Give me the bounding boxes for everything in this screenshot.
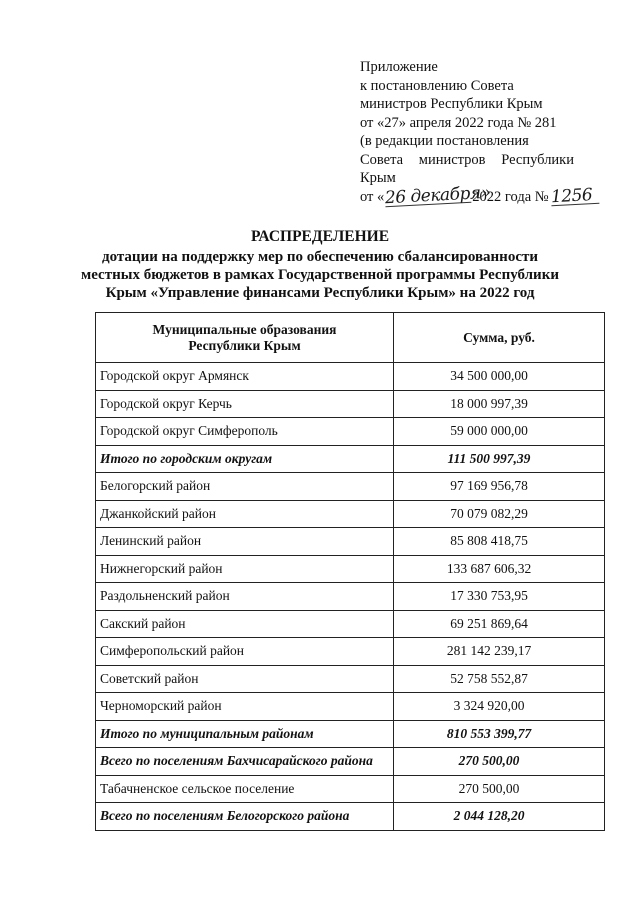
- subsidy-amount: 70 079 082,29: [394, 500, 605, 528]
- annex-line: Приложение: [360, 59, 438, 75]
- subsidy-amount: 810 553 399,77: [394, 720, 605, 748]
- subsidy-amount: 133 687 606,32: [394, 555, 605, 583]
- title-line: дотации на поддержку мер по обеспечению сбалансированности: [101, 249, 538, 265]
- annex-date-prefix: от «: [360, 188, 385, 205]
- annex-amendment-date-line: [360, 182, 620, 208]
- municipality-name: Белогорский район: [96, 473, 394, 501]
- municipality-name: Табачненское сельское поселение: [96, 775, 394, 803]
- subsidy-amount: 281 142 239,17: [394, 638, 605, 666]
- annex-line: к постановлению Совета: [360, 77, 514, 94]
- table-row: [96, 638, 605, 666]
- table-row: [96, 555, 605, 583]
- table-row: [96, 500, 605, 528]
- subsidy-amount: 85 808 418,75: [394, 528, 605, 556]
- annex-word: Республики: [501, 151, 574, 168]
- header-municipality: [96, 313, 394, 363]
- table-header-row: [96, 313, 605, 363]
- table-total-row: [96, 803, 605, 831]
- table-row: [96, 473, 605, 501]
- table-total-row: [96, 445, 605, 473]
- municipality-name: Джанкойский район: [96, 500, 394, 528]
- table-row: [96, 418, 605, 446]
- annex-word: министров: [418, 151, 486, 168]
- header-sum: Сумма, руб.: [394, 313, 605, 363]
- title-line: местных бюджетов в рамках Государственной программы Республики: [81, 267, 559, 283]
- table-row: [96, 610, 605, 638]
- table-row: [96, 390, 605, 418]
- title-heading: РАСПРЕДЕЛЕНИЕ: [250, 228, 390, 245]
- subsidy-amount: 2 044 128,20: [394, 803, 605, 831]
- table-row: [96, 528, 605, 556]
- table-row: [96, 775, 605, 803]
- table-body: [96, 363, 605, 831]
- annex-line: (в редакции постановления: [360, 133, 529, 149]
- municipality-name: Нижнегорский район: [96, 555, 394, 583]
- document-title: [60, 228, 580, 302]
- subsidy-amount: 59 000 000,00: [394, 418, 605, 446]
- municipality-name: Городской округ Армянск: [96, 363, 394, 391]
- municipality-name: Симферопольский район: [96, 638, 394, 666]
- handwritten-date: 26 декабря»: [384, 182, 492, 208]
- annex-line: от «27» апреля 2022 года № 281: [360, 114, 557, 131]
- municipality-name: Черноморский район: [96, 693, 394, 721]
- annex-date-mid: 2022 года №: [472, 188, 549, 205]
- subsidy-amount: 111 500 997,39: [394, 445, 605, 473]
- subsidy-amount: 69 251 869,64: [394, 610, 605, 638]
- table-total-row: [96, 748, 605, 776]
- municipality-name: Сакский район: [96, 610, 394, 638]
- municipality-name: Ленинский район: [96, 528, 394, 556]
- table-total-row: [96, 720, 605, 748]
- municipality-name: Итого по городским округам: [96, 445, 394, 473]
- table-row: [96, 693, 605, 721]
- annex-block: [360, 58, 620, 206]
- municipality-name: Итого по муниципальным районам: [96, 720, 394, 748]
- table-row: [96, 583, 605, 611]
- subsidy-distribution-table: [95, 312, 605, 831]
- annex-word: Совета: [360, 151, 404, 168]
- title-line: Крым «Управление финансами Республики Крым» на 2022 год: [105, 285, 535, 301]
- header-municipality-line: Муниципальные образования: [152, 321, 337, 337]
- subsidy-amount: 34 500 000,00: [394, 363, 605, 391]
- table-row: [96, 665, 605, 693]
- subsidy-amount: 17 330 753,95: [394, 583, 605, 611]
- municipality-name: Советский район: [96, 665, 394, 693]
- handwritten-number: 1256: [550, 186, 599, 205]
- subsidy-amount: 3 324 920,00: [394, 693, 605, 721]
- header-municipality-line: Республики Крым: [188, 337, 301, 353]
- subsidy-amount: 270 500,00: [394, 775, 605, 803]
- municipality-name: Городской округ Керчь: [96, 390, 394, 418]
- subsidy-amount: 18 000 997,39: [394, 390, 605, 418]
- subsidy-amount: 52 758 552,87: [394, 665, 605, 693]
- subsidy-amount: 97 169 956,78: [394, 473, 605, 501]
- municipality-name: Городской округ Симферополь: [96, 418, 394, 446]
- subsidy-amount: 270 500,00: [394, 748, 605, 776]
- municipality-name: Всего по поселениям Бахчисарайского района: [96, 748, 394, 776]
- annex-line: министров Республики Крым: [360, 96, 543, 112]
- annex-line: Крым: [360, 170, 396, 186]
- table-row: [96, 363, 605, 391]
- annex-line-justified: [360, 151, 574, 170]
- municipality-name: Раздольненский район: [96, 583, 394, 611]
- municipality-name: Всего по поселениям Белогорского района: [96, 803, 394, 831]
